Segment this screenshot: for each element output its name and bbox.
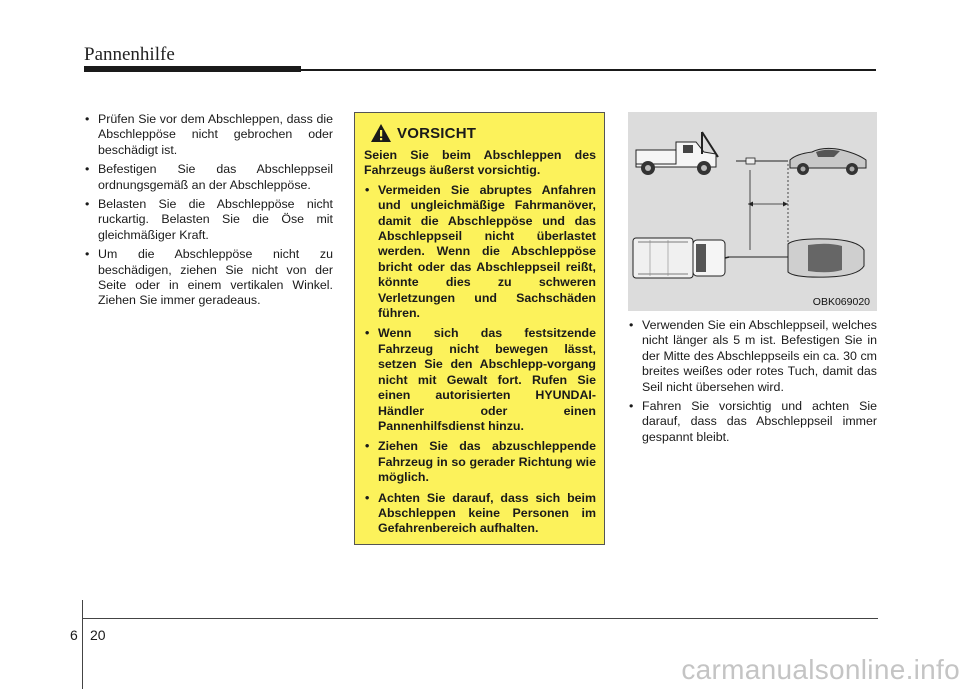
list-item: • Fahren Sie vorsichtig und achten Sie darauf, dass das Abschleppseil immer gespannt bleibt. — [628, 399, 877, 445]
list-item: • Belasten Sie die Abschleppöse nicht ruckartig. Belasten Sie die Öse mit gleichmäßiger Kraft. — [84, 197, 333, 243]
list-item: • Ziehen Sie das abzuschleppende Fahrzeug in so gerader Richtung wie möglich. — [364, 439, 596, 485]
page-number: 20 — [90, 627, 106, 643]
list-item: • Vermeiden Sie abruptes Anfahren und ungleichmäßige Fahrmanöver, damit die Abschleppöse und das Abschleppseil nicht überlastet werden. Wenn die Abschleppöse bricht oder das Abschleppseil reißt, könnte dies zu schweren Verletzungen und Sachschäden führen. — [364, 183, 596, 322]
car-top-icon — [788, 239, 864, 277]
footer-vertical-rule — [82, 600, 83, 689]
caution-bullet-list — [364, 183, 596, 537]
caution-title: VORSICHT — [397, 124, 477, 142]
list-item: • Achten Sie darauf, dass sich beim Abschleppen keine Personen im Gefahrenbereich aufhalten. — [364, 491, 596, 537]
caution-intro: Seien Sie beim Abschleppen des Fahrzeugs äußerst vorsichtig. — [364, 148, 596, 178]
list-item: • Verwenden Sie ein Abschleppseil, welches nicht länger als 5 m ist. Befestigen Sie in der Mitte des Abschleppseils ein ca. 30 cm breites weißes oder rotes Tuch, damit das Seil nicht übersehen wird. — [628, 318, 877, 395]
list-item: • Wenn sich das festsitzende Fahrzeug nicht bewegen lässt, setzen Sie den Abschlepp-vorgang nicht mit Gewalt fort. Rufen Sie einen autorisierten HYUNDAI-Händler oder einen Pannenhilfsdienst hinzu. — [364, 326, 596, 434]
tow-truck-top-icon — [633, 238, 729, 278]
warning-triangle-icon — [370, 123, 392, 143]
chapter-number: 6 — [70, 627, 78, 643]
footer-horizontal-rule — [82, 618, 878, 619]
header-rule-thick — [84, 66, 301, 72]
left-column — [84, 112, 333, 313]
watermark-link[interactable]: carmanualsonline.info — [681, 654, 960, 685]
caution-box — [354, 112, 605, 545]
towing-diagram — [628, 112, 877, 311]
caution-header — [370, 123, 596, 143]
right-column — [628, 318, 877, 449]
list-item: • Um die Abschleppöse nicht zu beschädigen, ziehen Sie nicht von der Seite oder in einem vertikalen Winkel. Ziehen Sie immer geradeaus. — [84, 247, 333, 309]
left-bullet-list — [84, 112, 333, 309]
list-item: • Befestigen Sie das Abschleppseil ordnungsgemäß an der Abschleppöse. — [84, 162, 333, 193]
list-item: • Prüfen Sie vor dem Abschleppen, dass die Abschleppöse nicht gebrochen oder beschädigt ist. — [84, 112, 333, 158]
towing-illustration — [628, 112, 877, 311]
header-rule-thin — [301, 69, 876, 71]
right-bullet-list — [628, 318, 877, 445]
figure-code: OBK069020 — [812, 296, 870, 308]
section-title: Pannenhilfe — [84, 44, 175, 65]
car-side-icon — [790, 148, 866, 175]
tow-truck-side-icon — [636, 132, 718, 175]
